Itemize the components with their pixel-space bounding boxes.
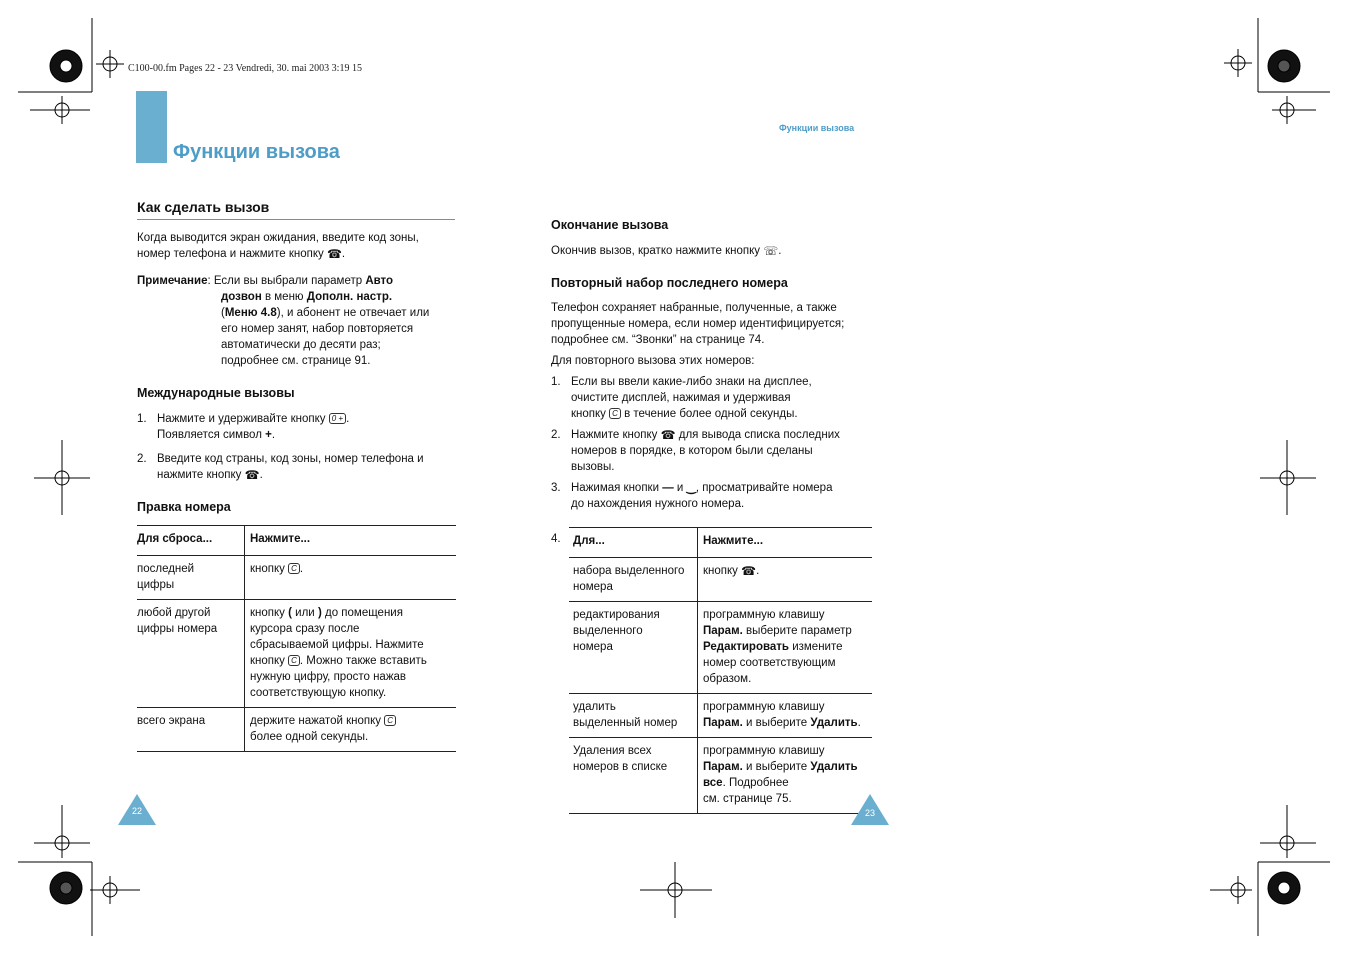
zero-plus-key-icon: 0 + <box>329 413 346 424</box>
down-key-icon: ‿ <box>686 482 696 495</box>
intro-paragraph: Когда выводится экран ожидания, введите код зоны, номер телефона и нажмите кнопку ☎. <box>137 232 419 261</box>
edit-number-table <box>137 525 456 752</box>
clear-key-icon: C <box>384 715 396 726</box>
table-row: всего экрана держите нажатой кнопку C более одной секунды. <box>137 708 456 752</box>
clear-key-icon: C <box>609 408 621 419</box>
section-rule <box>137 219 455 220</box>
list-item: 3. Нажимая кнопки — и ‿, просматривайте номера до нахождения нужного номера. <box>551 482 833 511</box>
redial-title: Повторный набор последнего номера <box>551 276 788 290</box>
table-row: любой другой цифры номера кнопку ( или ) до помещения курсора сразу после сбрасываемой цифры. Нажмите кнопку C . Можно также вставить нужную цифру, просто нажав соответствующую кнопку. <box>137 600 456 708</box>
edit-number-title: Правка номера <box>137 500 231 514</box>
file-header-line: C100-00.fm Pages 22 - 23 Vendredi, 30. mai 2003 3:19 15 <box>128 63 362 74</box>
left-arrow-key-icon: ( <box>288 607 292 619</box>
list-item: 2. Введите код страны, код зоны, номер телефона и нажмите кнопку ☎. <box>137 453 424 482</box>
table-row: Удаления всех номеров в списке программную клавишу Парам. и выберите Удалить все. Подробнее см. странице 75. <box>569 738 872 814</box>
page-number-right: 23 <box>864 808 875 818</box>
redial-steps <box>551 374 881 518</box>
list-item: 1. Нажмите и удерживайте кнопку 0 + . Появляется символ +. <box>137 413 350 441</box>
end-key-icon: ☏ <box>763 244 779 258</box>
redial-options-table <box>569 527 872 814</box>
clear-key-icon: C <box>288 655 300 666</box>
list-item: 2. Нажмите кнопку ☎ для вывода списка последних номеров в порядке, в котором были сделаны вызовы. <box>551 428 840 474</box>
table-header: Нажмите... <box>698 528 873 558</box>
page-number-left: 22 <box>131 806 142 816</box>
intl-calls-title: Международные вызовы <box>137 386 295 400</box>
table-header: Нажмите... <box>245 526 457 556</box>
chapter-color-bar <box>136 91 167 163</box>
table-header: Для сброса... <box>137 526 245 556</box>
table-row: последней цифры кнопку C . <box>137 556 456 600</box>
intl-steps <box>137 411 457 489</box>
note-label: Примечание <box>137 275 208 287</box>
send-key-icon: ☎ <box>660 428 676 442</box>
table-row: редактирования выделенного номера программную клавишу Парам. выберите параметр Редактировать измените номер соответствующим образом. <box>569 602 872 694</box>
end-call-text: Окончив вызов, кратко нажмите кнопку ☏. <box>551 244 782 258</box>
running-head: Функции вызова <box>779 123 855 133</box>
clear-key-icon: C <box>288 563 300 574</box>
send-key-icon: ☎ <box>326 247 342 261</box>
table-row: удалить выделенный номер программную клавишу Парам. и выберите Удалить. <box>569 694 872 738</box>
end-call-title: Окончание вызова <box>551 218 669 232</box>
send-key-icon: ☎ <box>741 564 757 578</box>
section-title: Как сделать вызов <box>137 199 270 215</box>
step-4-number: 4. <box>551 533 561 545</box>
redial-text: Телефон сохраняет набранные, полученные, а также пропущенные номера, если номер идентифицируется; подробнее см. “Звонки” на странице 74. Для повторного вызова этих номеров: <box>551 302 845 367</box>
table-row: набора выделенного номера кнопку ☎. <box>569 558 872 602</box>
send-key-icon: ☎ <box>244 468 260 482</box>
note-block: Примечание: Если вы выбрали параметр Авто дозвон в меню Дополн. настр. (Меню 4.8), и абонент не отвечает или его номер занят, набор повторяется автоматически до десяти раз; подробнее см. странице 91. <box>137 275 430 367</box>
up-key-icon: — <box>662 482 674 495</box>
right-arrow-key-icon: ) <box>317 607 322 619</box>
chapter-title: Функции вызова <box>173 141 340 163</box>
list-item: 1. Если вы ввели какие-либо знаки на дисплее, очистите дисплей, нажимая и удерживая кнопку C в течение более одной секунды. <box>551 376 812 420</box>
table-header: Для... <box>569 528 698 558</box>
